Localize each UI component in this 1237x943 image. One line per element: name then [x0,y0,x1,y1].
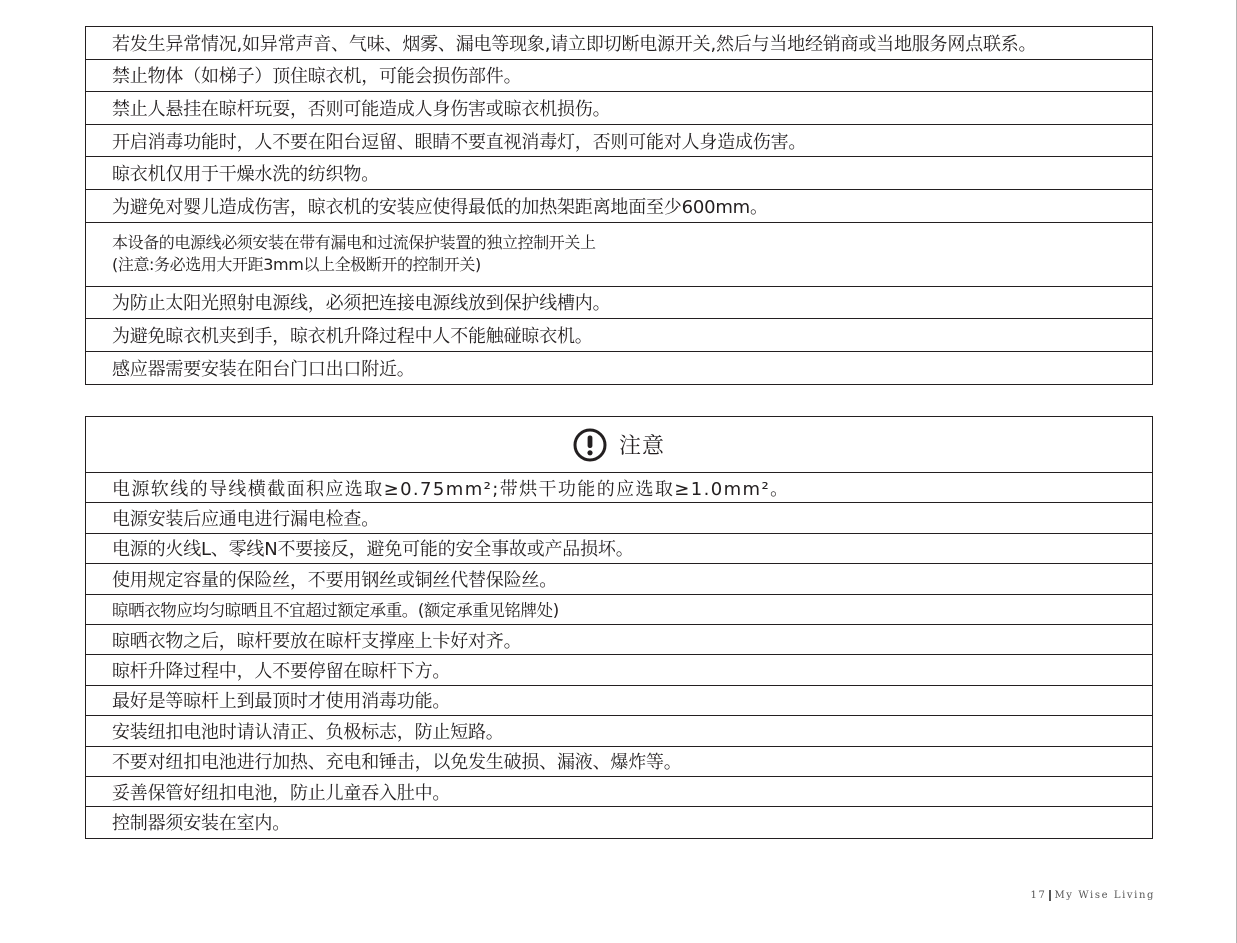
warning-row [86,125,1152,158]
warning-row [86,60,1152,93]
caution-row [86,503,1152,533]
caution-title: 注意 [618,434,665,459]
caution-table [85,416,1153,839]
warning-row [86,352,1152,385]
caution-row [86,595,1152,625]
warning-text: 禁止人悬挂在晾杆玩耍，否则可能造成人身伤害或晾衣机损伤。 [112,98,611,120]
warning-row [86,27,1152,60]
caution-row [86,564,1152,594]
caution-text: 电源软线的导线横截面积应选取≥0.75mm²;带烘干功能的应选取≥1.0mm²。 [112,478,790,500]
warning-text: 为避免对婴儿造成伤害，晾衣机的安装应使得最低的加热架距离地面至少600mm。 [112,196,768,218]
caution-text: 使用规定容量的保险丝，不要用钢丝或铜丝代替保险丝。 [112,569,557,591]
warning-text: 开启消毒功能时，人不要在阳台逗留、眼睛不要直视消毒灯，否则可能对人身造成伤害。 [112,131,807,153]
caution-text: 控制器须安装在室内。 [112,813,290,835]
warning-row [86,92,1152,125]
caution-text: 妥善保管好纽扣电池，防止儿童吞入肚中。 [112,782,451,804]
warning-note: (注意:务必选用大开距3mm以上全极断开的控制开关) [112,255,481,275]
caution-text: 晾晒衣物之后，晾杆要放在晾杆支撑座上卡好对齐。 [112,630,522,652]
caution-row [86,534,1152,564]
caution-row [86,716,1152,746]
warnings-table [85,26,1153,385]
warning-text: 本设备的电源线必须安装在带有漏电和过流保护装置的独立控制开关上 [112,233,596,253]
warning-row [86,319,1152,352]
warning-row [86,157,1152,190]
warning-text: 若发生异常情况,如异常声音、气味、烟雾、漏电等现象,请立即切断电源开关,然后与当地经销商或当地服务网点联系。 [112,33,1037,55]
footer-brand: My Wise Living [1054,890,1155,901]
caution-row [86,625,1152,655]
caution-row [86,655,1152,685]
caution-row [86,473,1152,503]
warning-row [86,287,1152,320]
caution-text: 安装纽扣电池时请认清正、负极标志，防止短路。 [112,721,504,743]
caution-row [86,686,1152,716]
warning-text: 为防止太阳光照射电源线，必须把连接电源线放到保护线槽内。 [112,293,611,315]
caution-row [86,747,1152,777]
footer-separator [1049,890,1051,901]
caution-text: 电源安装后应通电进行漏电检查。 [112,509,379,531]
warning-text: 为避免晾衣机夹到手，晾衣机升降过程中人不能触碰晾衣机。 [112,325,593,347]
warning-text: 晾衣机仅用于干燥水洗的纺织物。 [112,164,379,186]
warning-text: 感应器需要安装在阳台门口出口附近。 [112,359,415,381]
page-number: 17 [1030,890,1047,901]
warning-text: 禁止物体（如梯子）顶住晾衣机，可能会损伤部件。 [112,66,522,88]
caution-text: 电源的火线L、零线N不要接反，避免可能的安全事故或产品损坏。 [112,539,634,561]
caution-text: 不要对纽扣电池进行加热、充电和锤击，以免发生破损、漏液、爆炸等。 [112,752,682,774]
caution-header [86,417,1152,473]
caution-row [86,777,1152,807]
page-footer [1031,890,1155,901]
caution-text: 最好是等晾杆上到最顶时才使用消毒功能。 [112,691,451,713]
exclamation-circle-icon [573,428,607,462]
caution-text: 晾晒衣物应均匀晾晒且不宜超过额定承重。(额定承重见铭牌处) [112,601,559,621]
caution-row [86,807,1152,837]
warning-row-multiline [86,223,1152,287]
warning-row [86,190,1152,223]
caution-text: 晾杆升降过程中，人不要停留在晾杆下方。 [112,661,451,683]
